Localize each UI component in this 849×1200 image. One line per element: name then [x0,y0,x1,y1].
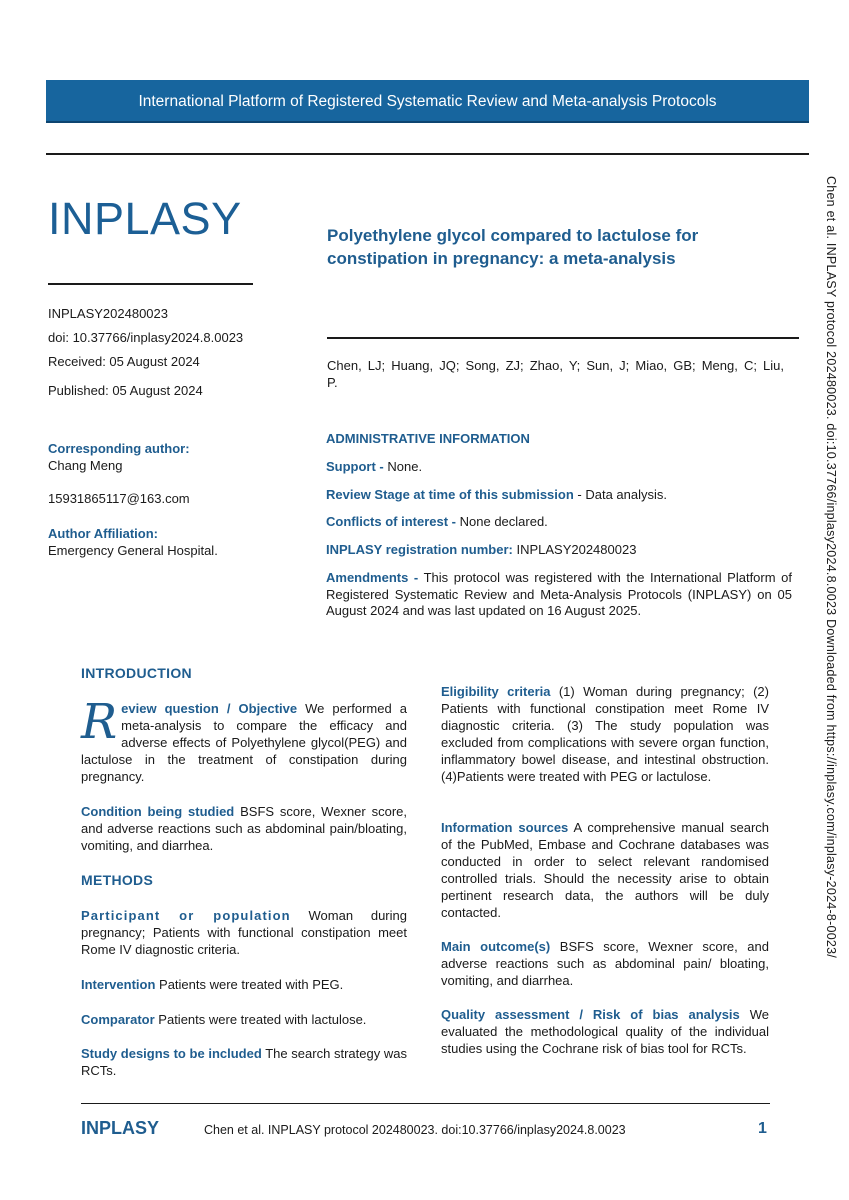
footer-divider [81,1103,770,1104]
information-sources-text: A comprehensive manual search of the PubMed, Embase and Cochrane databases was conducted in order to select relevant randomised controlled trials. Should the necessity arise to obtain pertinent research data, the authors will be duly contacted. [441,820,770,920]
introduction-heading: INTRODUCTION [81,665,192,681]
received-date: Received: 05 August 2024 [48,354,200,369]
platform-banner: International Platform of Registered Systematic Review and Meta-analysis Protocols [46,80,809,123]
conflicts-label: Conflicts of interest - [326,514,457,529]
conflicts-value: None declared. [456,514,548,529]
comparator-text: Patients were treated with lactulose. [154,1012,367,1027]
footer-citation: Chen et al. INPLASY protocol 202480023. doi:10.37766/inplasy2024.8.0023 [204,1123,626,1137]
condition-text: BSFS score, Wexner score, and adverse reactions such as abdominal pain/bloating, vomiting, and diarrhea. [81,804,407,853]
conflicts-line [326,514,792,531]
footer-logo: INPLASY [81,1118,160,1138]
registration-number-line [326,542,792,559]
review-stage-value: - Data analysis. [573,487,667,502]
review-stage-line [326,487,792,504]
information-sources-label: Information sources [441,820,569,835]
drop-cap-letter: R [81,694,118,750]
page-number: 1 [758,1120,767,1137]
doi-text: doi: 10.37766/inplasy2024.8.0023 [48,330,244,345]
affiliation-text: Emergency General Hospital. [48,543,218,558]
participant-text: Woman during pregnancy; Patients with functional constipation meet Rome IV diagnostic criteria. [81,908,407,957]
registration-id: INPLASY202480023 [48,306,168,321]
condition-paragraph [81,803,407,854]
quality-assessment-paragraph [441,1006,769,1057]
author-list: Chen, LJ; Huang, JQ; Song, ZJ; Zhao, Y; Sun, J; Miao, GB; Meng, C; Liu, P. [327,358,784,390]
amendments-text: This protocol was registered with the International Platform of Registered Systematic Review and Meta-Analysis Protocols (INPLASY) on 05 August 2024 and was last updated on 16 August 2025. [326,570,792,618]
review-stage-label: Review Stage at time of this submission [326,487,574,502]
main-outcome-text: BSFS score, Wexner score, and adverse reactions such as abdominal pain/ bloating, vomiting, and diarrhea. [441,939,769,988]
support-line [326,459,792,476]
amendments-label: Amendments - [326,570,419,585]
study-designs-text: The search strategy was RCTs. [81,1046,408,1078]
comparator-paragraph [81,1011,407,1028]
intervention-label: Intervention [81,977,156,992]
registration-number-label: INPLASY registration number: [326,542,513,557]
eligibility-text: (1) Woman during pregnancy; (2) Patients with functional constipation meet Rome IV diagnostic criteria. (3) The study population was excluded from complications with severe organ function, inflammatory bowel disease, and intestinal obstruction. (4)Patients were treated with PEG or lactulose. [441,684,769,784]
affiliation-label: Author Affiliation: [48,526,158,541]
review-question-paragraph [81,694,407,785]
study-designs-paragraph [81,1045,407,1079]
side-citation: Chen et al. INPLASY protocol 202480023. doi:10.37766/inplasy2024.8.0023 Downloaded from https://inplasy.com/inplasy-2024-8-0023/ [824,176,838,959]
support-value: None. [383,459,423,474]
methods-heading: METHODS [81,872,154,888]
intervention-text: Patients were treated with PEG. [155,977,344,992]
top-divider [46,153,809,155]
published-date: Published: 05 August 2024 [48,383,203,398]
corresponding-author-label: Corresponding author: [48,441,190,456]
main-outcome-paragraph [441,938,769,989]
review-question-text: We performed a meta-analysis to compare the efficacy and adverse effects of Polyethylene glycol(PEG) and lactulose in the treatment of constipation during pregnancy. [81,701,407,784]
author-email: 15931865117@163.com [48,491,190,506]
quality-assessment-label: Quality assessment / Risk of bias analysis [441,1007,740,1022]
logo-underline [48,283,253,285]
main-outcome-label: Main outcome(s) [441,939,551,954]
quality-assessment-text: We evaluated the methodological quality of the individual studies using the Cochrane risk of bias tool for RCTs. [441,1007,769,1056]
comparator-label: Comparator [81,1012,155,1027]
paper-title: Polyethylene glycol compared to lactulose for constipation in pregnancy: a meta-analysis [327,226,699,268]
title-divider [327,337,799,339]
condition-label: Condition being studied [81,804,235,819]
admin-heading: ADMINISTRATIVE INFORMATION [326,431,530,446]
study-designs-label: Study designs to be included [81,1046,262,1061]
participant-paragraph [81,907,407,958]
inplasy-logo: INPLASY [48,193,242,244]
registration-number-value: INPLASY202480023 [512,542,637,557]
information-sources-paragraph [441,819,769,921]
corresponding-author-name: Chang Meng [48,458,123,473]
review-question-label: eview question / Objective [121,701,298,716]
support-label: Support - [326,459,384,474]
intervention-paragraph [81,976,407,993]
amendments-paragraph [326,570,792,620]
eligibility-label: Eligibility criteria [441,684,551,699]
participant-label: Participant or population [81,908,291,923]
eligibility-paragraph [441,683,769,785]
